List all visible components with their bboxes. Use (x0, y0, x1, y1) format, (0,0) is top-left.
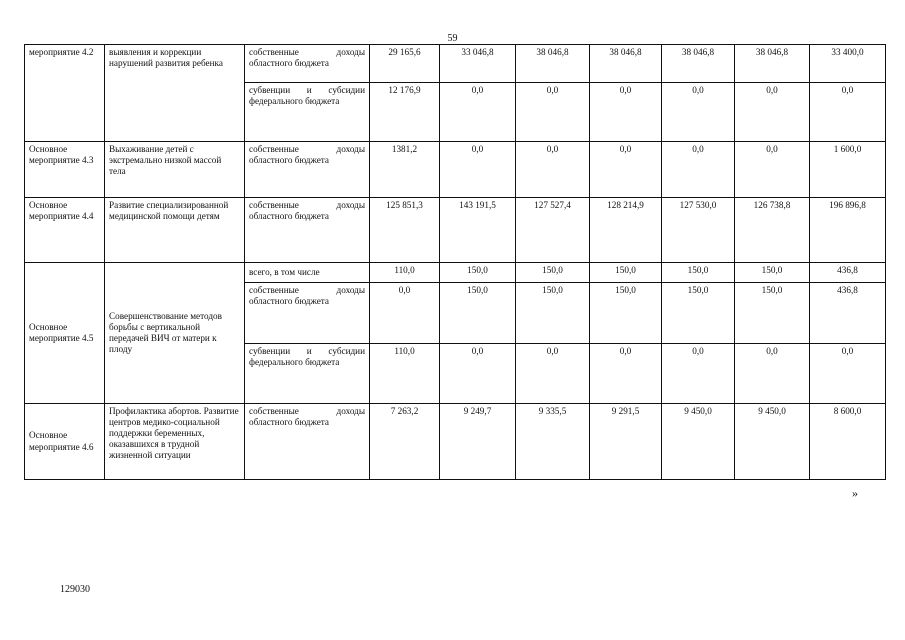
funding-source: субвенции и субсидии федерального бюджета (245, 83, 370, 142)
value-cell: 1 600,0 (810, 142, 886, 198)
row-category: Основное мероприятие 4.5 (25, 263, 105, 404)
value-cell: 9 335,5 (516, 404, 590, 480)
closing-quote: » (852, 486, 858, 500)
value-cell: 0,0 (662, 344, 735, 404)
funding-source: собственные доходы областного бюджета (245, 283, 370, 344)
value-cell: 110,0 (370, 263, 440, 283)
value-cell: 150,0 (735, 283, 810, 344)
table-row (25, 404, 886, 480)
value-cell: 0,0 (810, 344, 886, 404)
row-description: Развитие специализированной медицинской помощи детям (105, 198, 245, 263)
value-cell: 150,0 (590, 283, 662, 344)
funding-source: собственные доходы областного бюджета (245, 198, 370, 263)
table-row (25, 263, 886, 283)
row-description: Совершенствование методов борьбы с вертикальной передачей ВИЧ от матери к плоду (105, 263, 245, 404)
budget-table (24, 44, 886, 480)
value-cell: 38 046,8 (662, 45, 735, 83)
value-cell: 128 214,9 (590, 198, 662, 263)
row-category: Основное мероприятие 4.6 (25, 404, 105, 480)
value-cell: 0,0 (590, 344, 662, 404)
funding-source: собственные доходы областного бюджета (245, 142, 370, 198)
value-cell: 0,0 (735, 142, 810, 198)
funding-source: субвенции и субсидии федерального бюджета (245, 344, 370, 404)
row-category: Основное мероприятие 4.4 (25, 198, 105, 263)
value-cell: 150,0 (516, 283, 590, 344)
value-cell: 0,0 (662, 83, 735, 142)
value-cell: 0,0 (370, 283, 440, 344)
value-cell: 127 530,0 (662, 198, 735, 263)
document-code: 129030 (60, 584, 90, 595)
value-cell: 7 263,2 (370, 404, 440, 480)
value-cell: 150,0 (440, 263, 516, 283)
value-cell: 33 046,8 (440, 45, 516, 83)
funding-source: собственные доходы областного бюджета (245, 404, 370, 480)
value-cell: 9 450,0 (662, 404, 735, 480)
value-cell: 0,0 (440, 83, 516, 142)
value-cell: 150,0 (590, 263, 662, 283)
value-cell: 0,0 (735, 344, 810, 404)
value-cell: 38 046,8 (516, 45, 590, 83)
value-cell: 150,0 (440, 283, 516, 344)
value-cell: 125 851,3 (370, 198, 440, 263)
value-cell: 0,0 (516, 142, 590, 198)
table-row (25, 142, 886, 198)
page-number: 59 (447, 33, 458, 44)
funding-source: всего, в том числе (245, 263, 370, 283)
value-cell: 0,0 (662, 142, 735, 198)
value-cell: 150,0 (516, 263, 590, 283)
table-row (25, 45, 886, 83)
value-cell: 150,0 (735, 263, 810, 283)
value-cell: 8 600,0 (810, 404, 886, 480)
value-cell: 0,0 (516, 344, 590, 404)
row-category: Основное мероприятие 4.3 (25, 142, 105, 198)
value-cell: 150,0 (662, 283, 735, 344)
value-cell: 0,0 (590, 83, 662, 142)
value-cell: 9 291,5 (590, 404, 662, 480)
funding-source: собственные доходы областного бюджета (245, 45, 370, 83)
value-cell: 0,0 (810, 83, 886, 142)
value-cell: 150,0 (662, 263, 735, 283)
value-cell: 436,8 (810, 283, 886, 344)
value-cell: 127 527,4 (516, 198, 590, 263)
value-cell: 0,0 (590, 142, 662, 198)
value-cell: 110,0 (370, 344, 440, 404)
value-cell: 436,8 (810, 263, 886, 283)
row-description: Профилактика абортов. Развитие центров медико-социальной поддержки беременных, оказавшихся в трудной жизненной ситуации (105, 404, 245, 480)
value-cell: 1381,2 (370, 142, 440, 198)
value-cell: 9 249,7 (440, 404, 516, 480)
value-cell: 0,0 (440, 344, 516, 404)
table-row (25, 198, 886, 263)
value-cell: 12 176,9 (370, 83, 440, 142)
value-cell: 0,0 (516, 83, 590, 142)
value-cell: 33 400,0 (810, 45, 886, 83)
value-cell: 143 191,5 (440, 198, 516, 263)
value-cell: 38 046,8 (590, 45, 662, 83)
value-cell: 9 450,0 (735, 404, 810, 480)
value-cell: 126 738,8 (735, 198, 810, 263)
value-cell: 38 046,8 (735, 45, 810, 83)
row-category: мероприятие 4.2 (25, 45, 105, 142)
value-cell: 29 165,6 (370, 45, 440, 83)
row-description: Выхаживание детей с экстремально низкой массой тела (105, 142, 245, 198)
row-description: выявления и коррекции нарушений развития ребенка (105, 45, 245, 142)
value-cell: 196 896,8 (810, 198, 886, 263)
value-cell: 0,0 (735, 83, 810, 142)
value-cell: 0,0 (440, 142, 516, 198)
